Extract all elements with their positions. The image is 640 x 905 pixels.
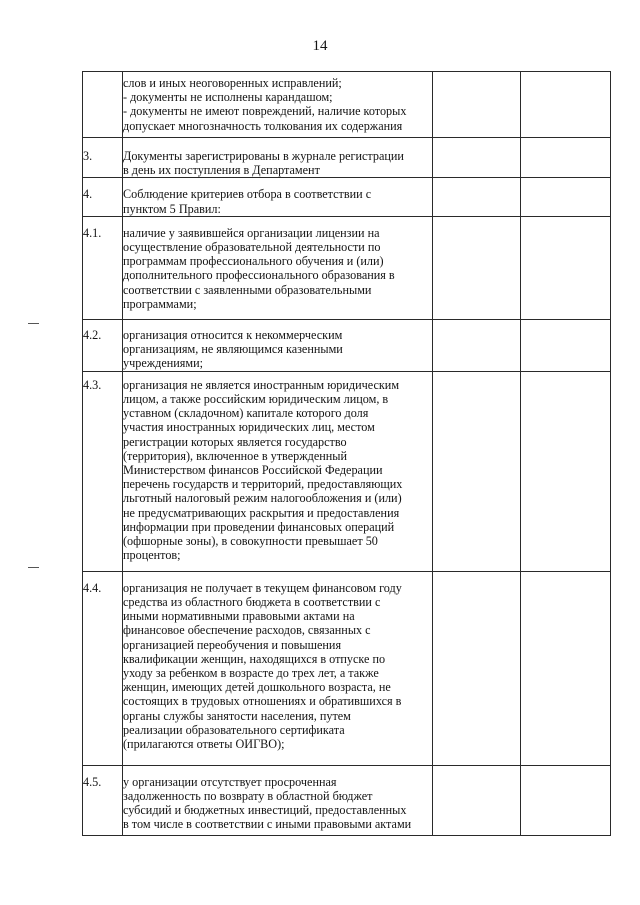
item-text-line: наличие у заявившейся организации лицензии на xyxy=(123,225,380,240)
mark-cell-a xyxy=(433,765,521,835)
item-text-line: дополнительного профессионального образования в xyxy=(123,268,395,283)
item-text-line: субсидий и бюджетных инвестиций, предоставленных xyxy=(123,803,407,818)
item-text-line: финансовое обеспечение расходов, связанных с xyxy=(123,623,371,638)
item-text-line: осуществление образовательной деятельности по xyxy=(123,240,381,255)
item-text-line: - документы не имеют повреждений, наличие которых xyxy=(123,104,407,119)
margin-mark xyxy=(28,323,39,324)
item-text-line: программами; xyxy=(123,296,197,311)
item-text-line: перечень государств и территорий, предоставляющих xyxy=(123,477,403,492)
item-text xyxy=(123,138,433,178)
item-text-line: организациям, не являющимся казенными xyxy=(123,342,343,357)
table-row xyxy=(83,72,611,138)
item-number xyxy=(83,72,123,138)
item-text-line: Министерством финансов Российской Федерации xyxy=(123,463,383,478)
table-row xyxy=(83,371,611,571)
item-text xyxy=(123,216,433,319)
item-text-line: состоящих в трудовых отношениях и обратившихся в xyxy=(123,694,402,709)
mark-cell-a xyxy=(433,319,521,371)
mark-cell-b xyxy=(521,371,611,571)
item-text-line: участия иностранных юридических лиц, местом xyxy=(123,420,375,435)
item-text-line: слов и иных неоговоренных исправлений; xyxy=(123,76,342,90)
table-row xyxy=(83,178,611,216)
item-text-line: организацией переобучения и повышения xyxy=(123,637,342,652)
item-text xyxy=(123,178,433,216)
mark-cell-b xyxy=(521,138,611,178)
item-number: 4. xyxy=(83,178,123,216)
mark-cell-b xyxy=(521,571,611,765)
mark-cell-b xyxy=(521,765,611,835)
item-number: 4.2. xyxy=(83,319,123,371)
item-text-line: пунктом 5 Правил: xyxy=(123,201,221,216)
item-number: 3. xyxy=(83,138,123,178)
item-text-line: уходу за ребенком в возрасте до трех лет, а также xyxy=(123,666,379,681)
table-row xyxy=(83,138,611,178)
item-text-line: у организации отсутствует просроченная xyxy=(123,774,337,789)
item-text xyxy=(123,371,433,571)
item-number: 4.3. xyxy=(83,371,123,571)
item-text-line: соответствии с заявленными образовательными xyxy=(123,282,372,297)
item-text-line: Соблюдение критериев отбора в соответствии с xyxy=(123,187,372,202)
item-text-line: Документы зарегистрированы в журнале регистрации xyxy=(123,149,404,163)
mark-cell-b xyxy=(521,178,611,216)
table-row xyxy=(83,216,611,319)
item-text-line: учреждениями; xyxy=(123,356,204,371)
table-row xyxy=(83,765,611,835)
item-text-line: квалификации женщин, находящихся в отпуске по xyxy=(123,651,386,666)
item-text-line: реализации образовательного сертификата xyxy=(123,722,345,737)
item-number: 4.4. xyxy=(83,571,123,765)
item-text-line: органы службы занятости населения, путем xyxy=(123,708,351,723)
item-text xyxy=(123,72,433,138)
item-text-line: организация не является иностранным юридическим xyxy=(123,377,400,392)
mark-cell-a xyxy=(433,371,521,571)
table-row xyxy=(83,319,611,371)
item-text-line: - документы не исполнены карандашом; xyxy=(123,90,333,105)
item-text-line: программам профессионального обучения и (или) xyxy=(123,254,384,269)
mark-cell-a xyxy=(433,178,521,216)
item-text-line: уставном (складочном) капитале которого доля xyxy=(123,406,369,421)
mark-cell-a xyxy=(433,138,521,178)
item-text-line: процентов; xyxy=(123,548,181,563)
checklist-table-body xyxy=(83,72,611,836)
item-text-line: (прилагаются ответы ОИГВО); xyxy=(123,737,285,752)
item-text-line: не предусматривающих раскрытия и предоставления xyxy=(123,505,400,520)
table-row xyxy=(83,571,611,765)
page-number: 14 xyxy=(312,38,328,54)
item-text-line: женщин, имеющих детей дошкольного возраста, не xyxy=(123,680,391,695)
item-text xyxy=(123,319,433,371)
item-number: 4.1. xyxy=(83,216,123,319)
mark-cell-a xyxy=(433,72,521,138)
item-text-line: задолженность по возврату в областной бюджет xyxy=(123,789,373,804)
item-text-line: в день их поступления в Департамент xyxy=(123,163,320,178)
item-text-line: организация не получает в текущем финансовом году xyxy=(123,580,402,595)
item-text-line: регистрации которых является государство xyxy=(123,434,347,449)
item-text-line: допускает многозначность толкования их содержания xyxy=(123,118,403,133)
item-text-line: льготный налоговый режим налогообложения и (или) xyxy=(123,491,402,506)
item-text-line: (офшорные зоны), в совокупности превышает 50 xyxy=(123,534,378,549)
item-text xyxy=(123,765,433,835)
item-text-line: в том числе в соответствии с иными правовыми актами xyxy=(123,817,412,832)
item-text xyxy=(123,571,433,765)
checklist-table xyxy=(82,71,611,836)
mark-cell-a xyxy=(433,571,521,765)
item-text-line: средства из областного бюджета в соответствии с xyxy=(123,595,381,610)
mark-cell-b xyxy=(521,216,611,319)
item-text-line: организация относится к некоммерческим xyxy=(123,327,343,342)
mark-cell-b xyxy=(521,319,611,371)
item-text-line: иными нормативными правовыми актами на xyxy=(123,609,355,624)
item-text-line: информации при проведении финансовых операций xyxy=(123,519,395,534)
item-number: 4.5. xyxy=(83,765,123,835)
mark-cell-b xyxy=(521,72,611,138)
item-text-line: (территория), включенное в утвержденный xyxy=(123,448,348,463)
margin-mark xyxy=(28,567,39,568)
mark-cell-a xyxy=(433,216,521,319)
item-text-line: лицом, а также российским юридическим лицом, в xyxy=(123,392,389,407)
